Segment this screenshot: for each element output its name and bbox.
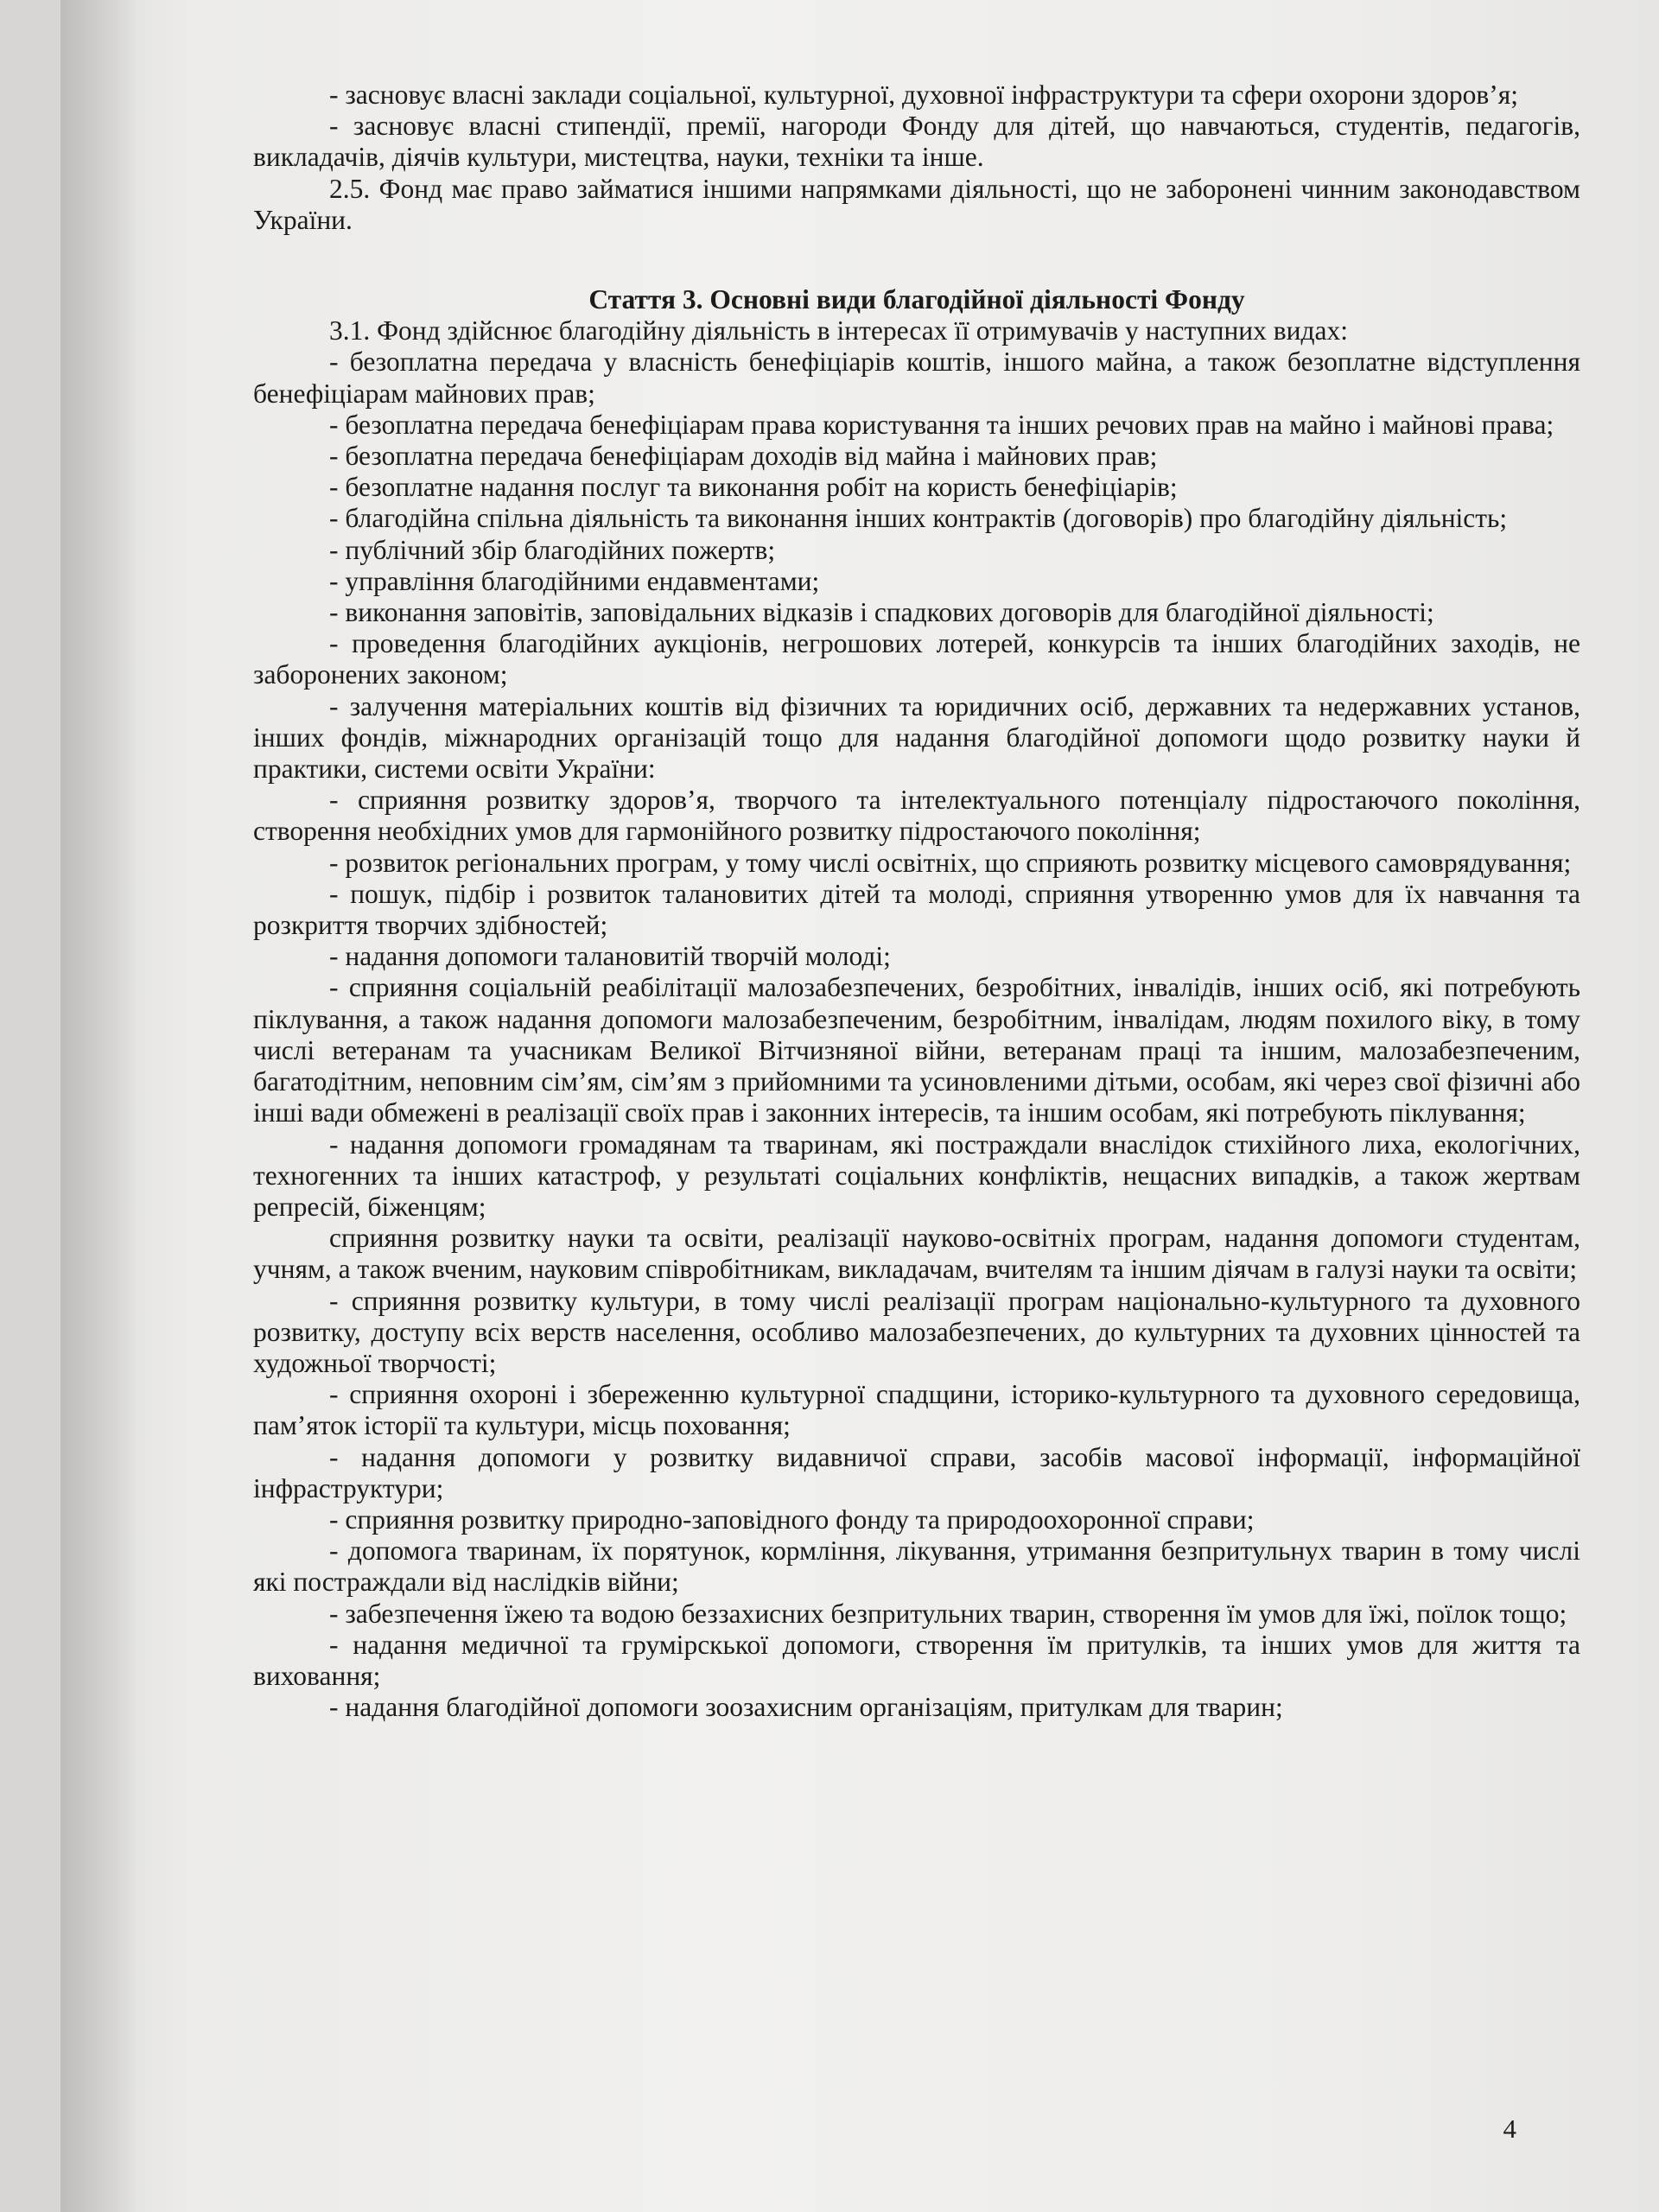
list-item: - безоплатна передача бенефіціарам доходів від майна і майнових прав;	[329, 441, 1158, 472]
article-heading: Стаття 3. Основні види благодійної діяльності Фонду	[588, 284, 1245, 315]
list-item: - проведення благодійних аукціонів, негрошових лотерей, конкурсів та інших благодійних заходів, не заборонених законом;	[253, 628, 1580, 690]
list-item: - сприяння розвитку культури, в тому числі реалізації програм національно-культурного та духовного розвитку, доступу всіх верств населення, особливо малозабезпечених, до культурних та духовних цінностей та художньої творчості;	[253, 1285, 1580, 1378]
page-number: 4	[1503, 2113, 1516, 2144]
paragraph: - засновує власні стипендії, премії, нагороди Фонду для дітей, що навчаються, студентів, педагогів, викладачів, діячів культури, мистецтва, науки, техніки та інше.	[253, 111, 1580, 173]
list-item: - надання допомоги громадянам та тваринам, які постраждали внаслідок стихійного лиха, екологічних, техногенних та інших катастроф, у результаті соціальних конфліктів, нещасних випадків, а також жертвам репресій, біженцям;	[253, 1128, 1580, 1222]
list-item: - сприяння соціальній реабілітації малозабезпечених, безробітних, інвалідів, інших осіб, які потребують піклування, а також надання допомоги малозабезпеченим, безробітним, інвалідам, людям похилого віку, в тому числі ветеранам та учасникам Великої Вітчизняної війни, ветеранам праці та іншим, малозабезпеченим, багатодітним, неповним сім’ям, сім’ям з прийомними та усиновленими дітьми, особам, які через свої фізичні або інші вади обмежені в реалізації своїх прав і законних інтересів, та іншим особам, які потребують піклування;	[253, 972, 1580, 1128]
list-item: - безоплатна передача бенефіціарам права користування та інших речових прав на майно і майнові права;	[329, 409, 1554, 440]
list-item: - забезпечення їжею та водою беззахисних безпритульних тварин, створення їм умов для їжі, поїлок тощо;	[329, 1598, 1567, 1629]
document-page	[60, 0, 1659, 2212]
list-item: - надання благодійної допомоги зоозахисним організаціям, притулкам для тварин;	[329, 1692, 1283, 1723]
list-item: - сприяння розвитку природно-заповідного фонду та природоохоронної справи;	[329, 1503, 1255, 1535]
list-item: - залучення матеріальних коштів від фізичних та юридичних осіб, державних та недержавних установ, інших фондів, міжнародних організацій тощо для надання благодійної допомоги щодо розвитку науки й практики, системи освіти України:	[253, 690, 1580, 785]
list-item: - виконання заповітів, заповідальних відказів і спадкових договорів для благодійної діяльності;	[329, 597, 1434, 628]
paragraph: - засновує власні заклади соціальної, культурної, духовної інфраструктури та сфери охорони здоров’я;	[329, 79, 1518, 110]
article-intro: 3.1. Фонд здійснює благодійну діяльність в інтересах її отримувачів у наступних видах:	[329, 315, 1349, 346]
document-body	[253, 79, 1580, 1723]
page-edge-shadow	[60, 0, 138, 2212]
list-item: - пошук, підбір і розвиток талановитих дітей та молоді, сприяння утворенню умов для їх навчання та розкриття творчих здібностей;	[253, 878, 1580, 941]
list-item: - надання допомоги талановитій творчій молоді;	[329, 941, 891, 972]
list-item: - сприяння охороні і збереженню культурної спадщини, історико-культурного та духовного середовища, пам’яток історії та культури, місць поховання;	[253, 1379, 1580, 1441]
list-item: - безоплатне надання послуг та виконання робіт на користь бенефіціарів;	[329, 472, 1178, 503]
list-item: - благодійна спільна діяльність та виконання інших контрактів (договорів) про благодійну діяльність;	[329, 503, 1508, 534]
list-item: - безоплатна передача у власність бенефіціарів коштів, іншого майна, а також безоплатне відступлення бенефіціарам майнових прав;	[253, 346, 1580, 409]
list-item: - публічний збір благодійних пожертв;	[329, 534, 776, 565]
list-item: - надання допомоги у розвитку видавничої справи, засобів масової інформації, інформаційної інфраструктури;	[253, 1441, 1580, 1503]
list-item: - розвиток регіональних програм, у тому числі освітніх, що сприяють розвитку місцевого самоврядування;	[329, 847, 1572, 878]
list-item: - сприяння розвитку здоров’я, творчого та інтелектуального потенціалу підростаючого покоління, створення необхідних умов для гармонійного розвитку підростаючого покоління;	[253, 785, 1580, 847]
list-item: - допомога тваринам, їх порятунок, кормління, лікування, утримання безпритульнух тварин в тому числі які постраждали від наслідків війни;	[253, 1535, 1580, 1598]
list-item: - управління благодійними ендавментами;	[329, 565, 820, 596]
paragraph: 2.5. Фонд має право займатися іншими напрямками діяльності, що не заборонені чинним законодавством України.	[253, 173, 1580, 235]
list-item: - надання медичної та грумірскької допомоги, створення їм притулків, та інших умов для життя та виховання;	[253, 1629, 1580, 1691]
list-item: сприяння розвитку науки та освіти, реалізації науково-освітніх програм, надання допомоги студентам, учням, а також вченим, науковим співробітникам, викладачам, вчителям та іншим діячам в галузі науки та освіти;	[253, 1223, 1580, 1285]
